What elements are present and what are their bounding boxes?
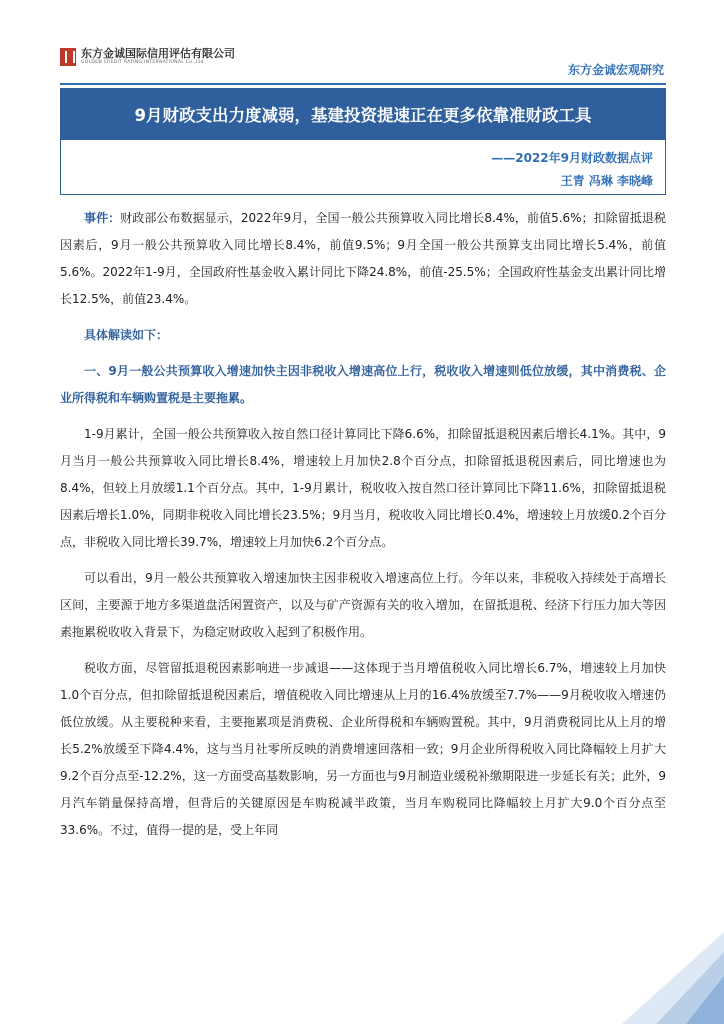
logo-mark-icon <box>60 48 76 66</box>
logo-name-cn: 东方金诚国际信用评估有限公司 <box>81 47 235 60</box>
section-heading: 一、9月一般公共预算收入增速加快主因非税收入增速高位上行，税收收入增速则低位放缓，其中消费税、企业所得税和车辆购置税是主要拖累。 <box>60 364 666 405</box>
page-header <box>0 0 724 86</box>
event-paragraph <box>60 205 666 313</box>
body-paragraph: 可以看出，9月一般公共预算收入增速加快主因非税收入增速高位上行。今年以来，非税收入持续处于高增长区间，主要源于地方多渠道盘活闲置资产，以及与矿产资源有关的收入增加，在留抵退税、经济下行压力加大等因素拖累税收收入背景下，为稳定财政收入起到了积极作用。 <box>60 571 666 639</box>
title-banner <box>60 88 666 140</box>
logo-name-en: GOLDEN CREDIT RATING INTERNATIONAL Co.,Ltd. <box>81 60 206 65</box>
body-paragraph: 1-9月累计，全国一般公共预算收入按自然口径计算同比下降6.6%，扣除留抵退税因素后增长4.1%。其中，9月当月一般公共预算收入同比增长8.4%，增速较上月加快2.8个百分点，扣除留抵退税因素后，同比增速也为8.4%，但较上月放缓1.1个百分点。其中，1-9月累计，税收收入按自然口径计算同比下降11.6%，扣除留抵退税因素后增长1.0%，同期非税收入同比增长23.5%；9月当月，税收收入同比增长0.4%，增速较上月放缓0.2个百分点，非税收入同比增长39.7%，增速较上月加快6.2个百分点。 <box>60 427 666 549</box>
event-label: 事件： <box>84 211 121 225</box>
header-divider <box>60 83 666 85</box>
brand-label: 东方金诚宏观研究 <box>567 63 664 77</box>
body-paragraph: 税收方面，尽管留抵退税因素影响进一步减退——这体现于当月增值税收入同比增长6.7%，增速较上月加快1.0个百分点，但扣除留抵退税因素后，增值税收入同比增速从上月的16.4%放缓至7.7%——9月税收收入增速仍低位放缓。从主要税种来看，主要拖累项是消费税、企业所得税和车辆购置税。其中，9月消费税同比从上月的增长5.2%放缓至下降4.4%，这与当月社零所反映的消费增速回落相一致；9月企业所得税收入同比降幅较上月扩大9.2个百分点至-12.2%，这一方面受高基数影响，另一方面也与9月制造业缓税补缴期限进一步延长有关；此外，9月汽车销量保持高增，但背后的关键原因是车购税减半政策，当月车购税同比降幅较上月扩大9.0个百分点至33.6%。不过，值得一提的是，受上年同 <box>60 661 666 837</box>
report-meta <box>60 140 666 195</box>
company-logo <box>60 48 235 66</box>
logo-text <box>81 48 235 66</box>
report-authors: 王青 冯琳 李晓峰 <box>560 174 653 188</box>
intro-line: 具体解读如下： <box>84 328 169 342</box>
corner-decoration <box>594 924 724 1024</box>
event-text: 财政部公布数据显示，2022年9月，全国一般公共预算收入同比增长8.4%，前值5.6%；扣除留抵退税因素后，9月一般公共预算收入同比增长8.4%，前值9.5%；9月全国一般公共预算支出同比增长5.4%，前值5.6%。2022年1-9月，全国政府性基金收入累计同比下降24.8%，前值-25.5%；全国政府性基金支出累计同比增长12.5%，前值23.4%。 <box>60 211 666 306</box>
report-body <box>60 205 666 844</box>
page-number: 1 <box>677 960 684 973</box>
report-subtitle: ——2022年9月财政数据点评 <box>491 151 653 165</box>
report-title: 9月财政支出力度减弱，基建投资提速正在更多依靠准财政工具 <box>134 106 592 125</box>
